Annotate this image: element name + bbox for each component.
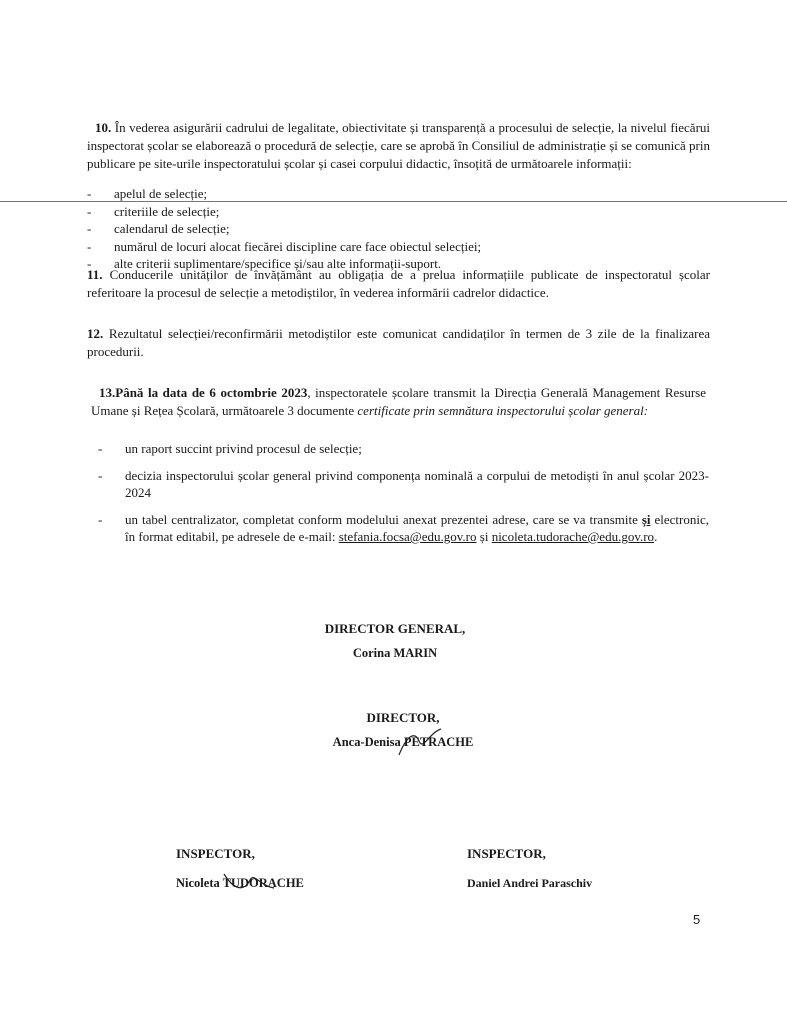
list-item: - numărul de locuri alocat fiecărei discipline care face obiectul selecției; bbox=[87, 238, 482, 254]
handwritten-signature bbox=[220, 866, 280, 896]
paragraph-lead: 13.Până la data de 6 octombrie 2023 bbox=[99, 385, 308, 400]
list-item: - calendarul de selecție; bbox=[87, 221, 230, 236]
paragraph-number: 10. bbox=[95, 120, 112, 135]
signature-director-general bbox=[300, 617, 490, 665]
paragraph-13 bbox=[91, 384, 706, 420]
signature-inspector-2 bbox=[467, 842, 637, 895]
documents-list bbox=[98, 440, 709, 546]
list-item: - alte criterii suplimentare/specifice și/sau alte informații-suport. bbox=[87, 256, 442, 271]
scan-artifact-line bbox=[0, 201, 787, 202]
signature-name: Daniel Andrei Paraschiv bbox=[467, 876, 593, 890]
list-item: - un raport succint privind procesul de selecție; bbox=[98, 441, 362, 456]
paragraph-number: 12. bbox=[87, 326, 104, 341]
page-number: 5 bbox=[693, 912, 701, 927]
paragraph-12 bbox=[87, 325, 710, 361]
list-item: - decizia inspectorului școlar general privind componența nominală a corpului de metodiști în anul școlar 2023-2024 bbox=[98, 467, 709, 500]
paragraph-11 bbox=[87, 266, 710, 302]
paragraph-10 bbox=[87, 119, 710, 173]
signature-name: Nicoleta TUDORACHE bbox=[176, 876, 304, 890]
paragraph-text: În vederea asigurării cadrului de legalitate, obiectivitate și transparență a procesului de selecție, la nivelul fiecărui inspectorat școlar se elaborează o procedură de selecție, care se aprobă în Consiliul de administrație și se comunică prin publicare pe site-urile inspectoratului școlar și casei corpului didactic, însoțită de următoarele informații: bbox=[87, 120, 711, 171]
signature-title: DIRECTOR, bbox=[366, 710, 440, 725]
signature-title: DIRECTOR GENERAL, bbox=[324, 621, 466, 636]
signature-title: INSPECTOR, bbox=[467, 846, 546, 861]
email-link-1[interactable]: stefania.focsa@edu.gov.ro bbox=[338, 529, 477, 544]
list-item: - un tabel centralizator, completat conform modelului anexat prezentei adrese, care se va transmite și electronic, în format editabil, pe adresele de e-mail: stefania.focsa@edu.gov.ro și nicoleta.tudorache@edu.gov.ro. bbox=[98, 511, 709, 544]
signature-name: Anca-Denisa PETRACHE bbox=[332, 735, 474, 749]
handwritten-signature bbox=[395, 725, 445, 765]
signature-title: INSPECTOR, bbox=[176, 846, 255, 861]
selection-info-list bbox=[87, 185, 482, 273]
email-link-2[interactable]: nicoleta.tudorache@edu.gov.ro bbox=[491, 529, 655, 544]
list-item: - apelul de selecție; bbox=[87, 186, 208, 201]
paragraph-text: , inspectoratele școlare transmit la Direcția Generală Management Resurse Umane și Rețea Școlară, următoarele 3 documente bbox=[91, 385, 706, 418]
signature-name: Corina MARIN bbox=[352, 646, 438, 660]
paragraph-number: 11. bbox=[87, 267, 103, 282]
paragraph-italic: certificate prin semnătura inspectorului școlar general: bbox=[357, 403, 649, 418]
paragraph-text: Conducerile unităților de învățământ au obligația de a prelua informațiile publicate de inspectoratul școlar referitoare la procesul de selecție a metodiștilor, în vederea informării cadrelor didactice. bbox=[87, 267, 711, 300]
paragraph-text: Rezultatul selecției/reconfirmării metodiștilor este comunicat candidaților în termen de 3 zile de la finalizarea procedurii. bbox=[87, 326, 710, 359]
list-item: - criteriile de selecție; bbox=[87, 203, 220, 219]
